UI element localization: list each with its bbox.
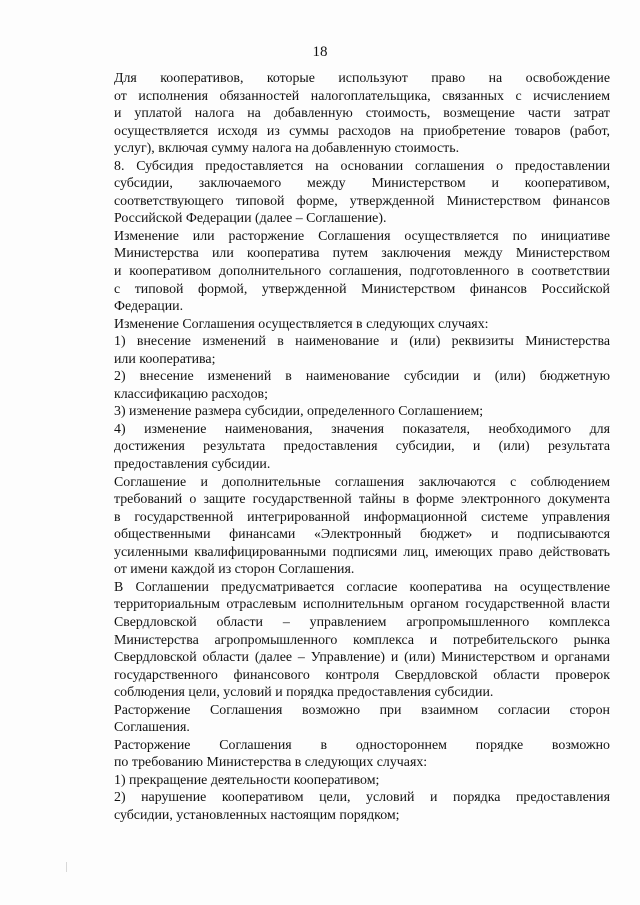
text-line: субсидии, установленных настоящим порядком; xyxy=(114,807,400,823)
text-line: предоставления субсидии. xyxy=(114,457,271,473)
text-line: осуществляется исходя из суммы расходов на приобретение товаров (работ, xyxy=(114,123,610,139)
text-line: общественными финансами «Электронный бюджет» и подписываются xyxy=(114,527,610,543)
text-line: Российской Федерации (далее – Соглашение). xyxy=(114,211,387,227)
text-line: требований о защите государственной тайны в форме электронного документа xyxy=(114,492,610,508)
scan-mark xyxy=(66,862,67,872)
text-line: соответствующего типовой форме, утвержденной Министерством финансов xyxy=(114,193,610,209)
text-line: достижения результата предоставления субсидии, и (или) результата xyxy=(114,439,610,455)
text-line: с типовой формой, утвержденной Министерством финансов Российской xyxy=(114,281,610,297)
paragraph-unilateral-termination xyxy=(74,737,610,772)
text-line: Соглашения. xyxy=(114,720,190,736)
page-number: 18 xyxy=(312,44,328,60)
list-item-1 xyxy=(74,333,610,368)
text-line: Министерства агропромышленного комплекса и потребительского рынка xyxy=(114,632,610,648)
termination-item-1 xyxy=(74,772,610,790)
text-line: субсидии, заключаемого между Министерством и кооперативом, xyxy=(114,176,610,192)
text-line: Свердловской области (далее – Управление) и (или) Министерством и органами xyxy=(114,650,610,666)
text-line: от исполнения обязанностей налогоплательщика, связанных с исчислением xyxy=(114,88,610,104)
paragraph-audit-consent xyxy=(74,579,610,702)
text-line: и уплатой налога на добавленную стоимость, возмещение части затрат xyxy=(114,106,610,122)
paragraph-change-termination xyxy=(74,228,610,316)
text-line: территориальным отраслевым исполнительным органом государственной власти xyxy=(114,597,610,613)
text-line: 8. Субсидия предоставляется на основании соглашения о предоставлении xyxy=(114,158,610,174)
list-item-2 xyxy=(74,368,610,403)
text-line: В Соглашении предусматривается согласие кооператива на осуществление xyxy=(114,579,610,595)
text-line: Министерства или кооператива путем заключения между Министерством xyxy=(114,246,610,262)
text-line: Расторжение Соглашения в одностороннем порядке возможно xyxy=(114,737,610,753)
text-line: Расторжение Соглашения возможно при взаимном согласии сторон xyxy=(114,702,610,718)
list-item-3 xyxy=(74,403,610,421)
text-line: 1) внесение изменений в наименование и (или) реквизиты Министерства xyxy=(114,334,610,350)
text-line: 1) прекращение деятельности кооперативом; xyxy=(114,772,380,788)
text-line: Свердловской области – управлением агропромышленного комплекса xyxy=(114,614,610,630)
text-line: Федерации. xyxy=(114,299,184,315)
text-line: услуг), включая сумму налога на добавленную стоимость. xyxy=(114,141,460,157)
text-line: 2) внесение изменений в наименование субсидии и (или) бюджетную xyxy=(114,369,610,385)
text-line: и кооперативом дополнительного соглашения, подготовленного в соответствии xyxy=(114,264,610,280)
text-line: Изменение или расторжение Соглашения осуществляется по инициативе xyxy=(114,228,610,244)
text-line: Изменение Соглашения осуществляется в следующих случаях: xyxy=(114,316,489,332)
text-line: от имени каждой из сторон Соглашения. xyxy=(114,562,355,578)
paragraph-cooperatives-vat xyxy=(74,70,610,158)
text-line: 4) изменение наименования, значения показателя, необходимого для xyxy=(114,421,610,437)
text-line: усиленными квалифицированными подписями лиц, имеющих право действовать xyxy=(114,544,610,560)
text-line: по требованию Министерства в следующих случаях: xyxy=(114,755,428,771)
text-line: соблюдения цели, условий и порядка предоставления субсидии. xyxy=(114,685,494,701)
text-line: 2) нарушение кооперативом цели, условий и порядка предоставления xyxy=(114,790,610,806)
text-line: государственного финансового контроля Свердловской области проверок xyxy=(114,667,610,683)
termination-item-2 xyxy=(74,789,610,824)
text-line: 3) изменение размера субсидии, определенного Соглашением; xyxy=(114,404,484,420)
document-body xyxy=(74,70,610,825)
list-item-4 xyxy=(74,421,610,474)
paragraph-electronic-budget xyxy=(74,474,610,579)
text-line: классификацию расходов; xyxy=(114,386,268,402)
text-line: или кооператива; xyxy=(114,351,216,367)
text-line: Для кооперативов, которые используют право на освобождение xyxy=(114,71,610,86)
paragraph-subsidy-agreement xyxy=(74,158,610,228)
text-line: Соглашение и дополнительные соглашения заключаются с соблюдением xyxy=(114,474,610,490)
paragraph-mutual-termination xyxy=(74,702,610,737)
text-line: в государственной интегрированной информационной системе управления xyxy=(114,509,610,525)
paragraph-change-cases xyxy=(74,316,610,334)
